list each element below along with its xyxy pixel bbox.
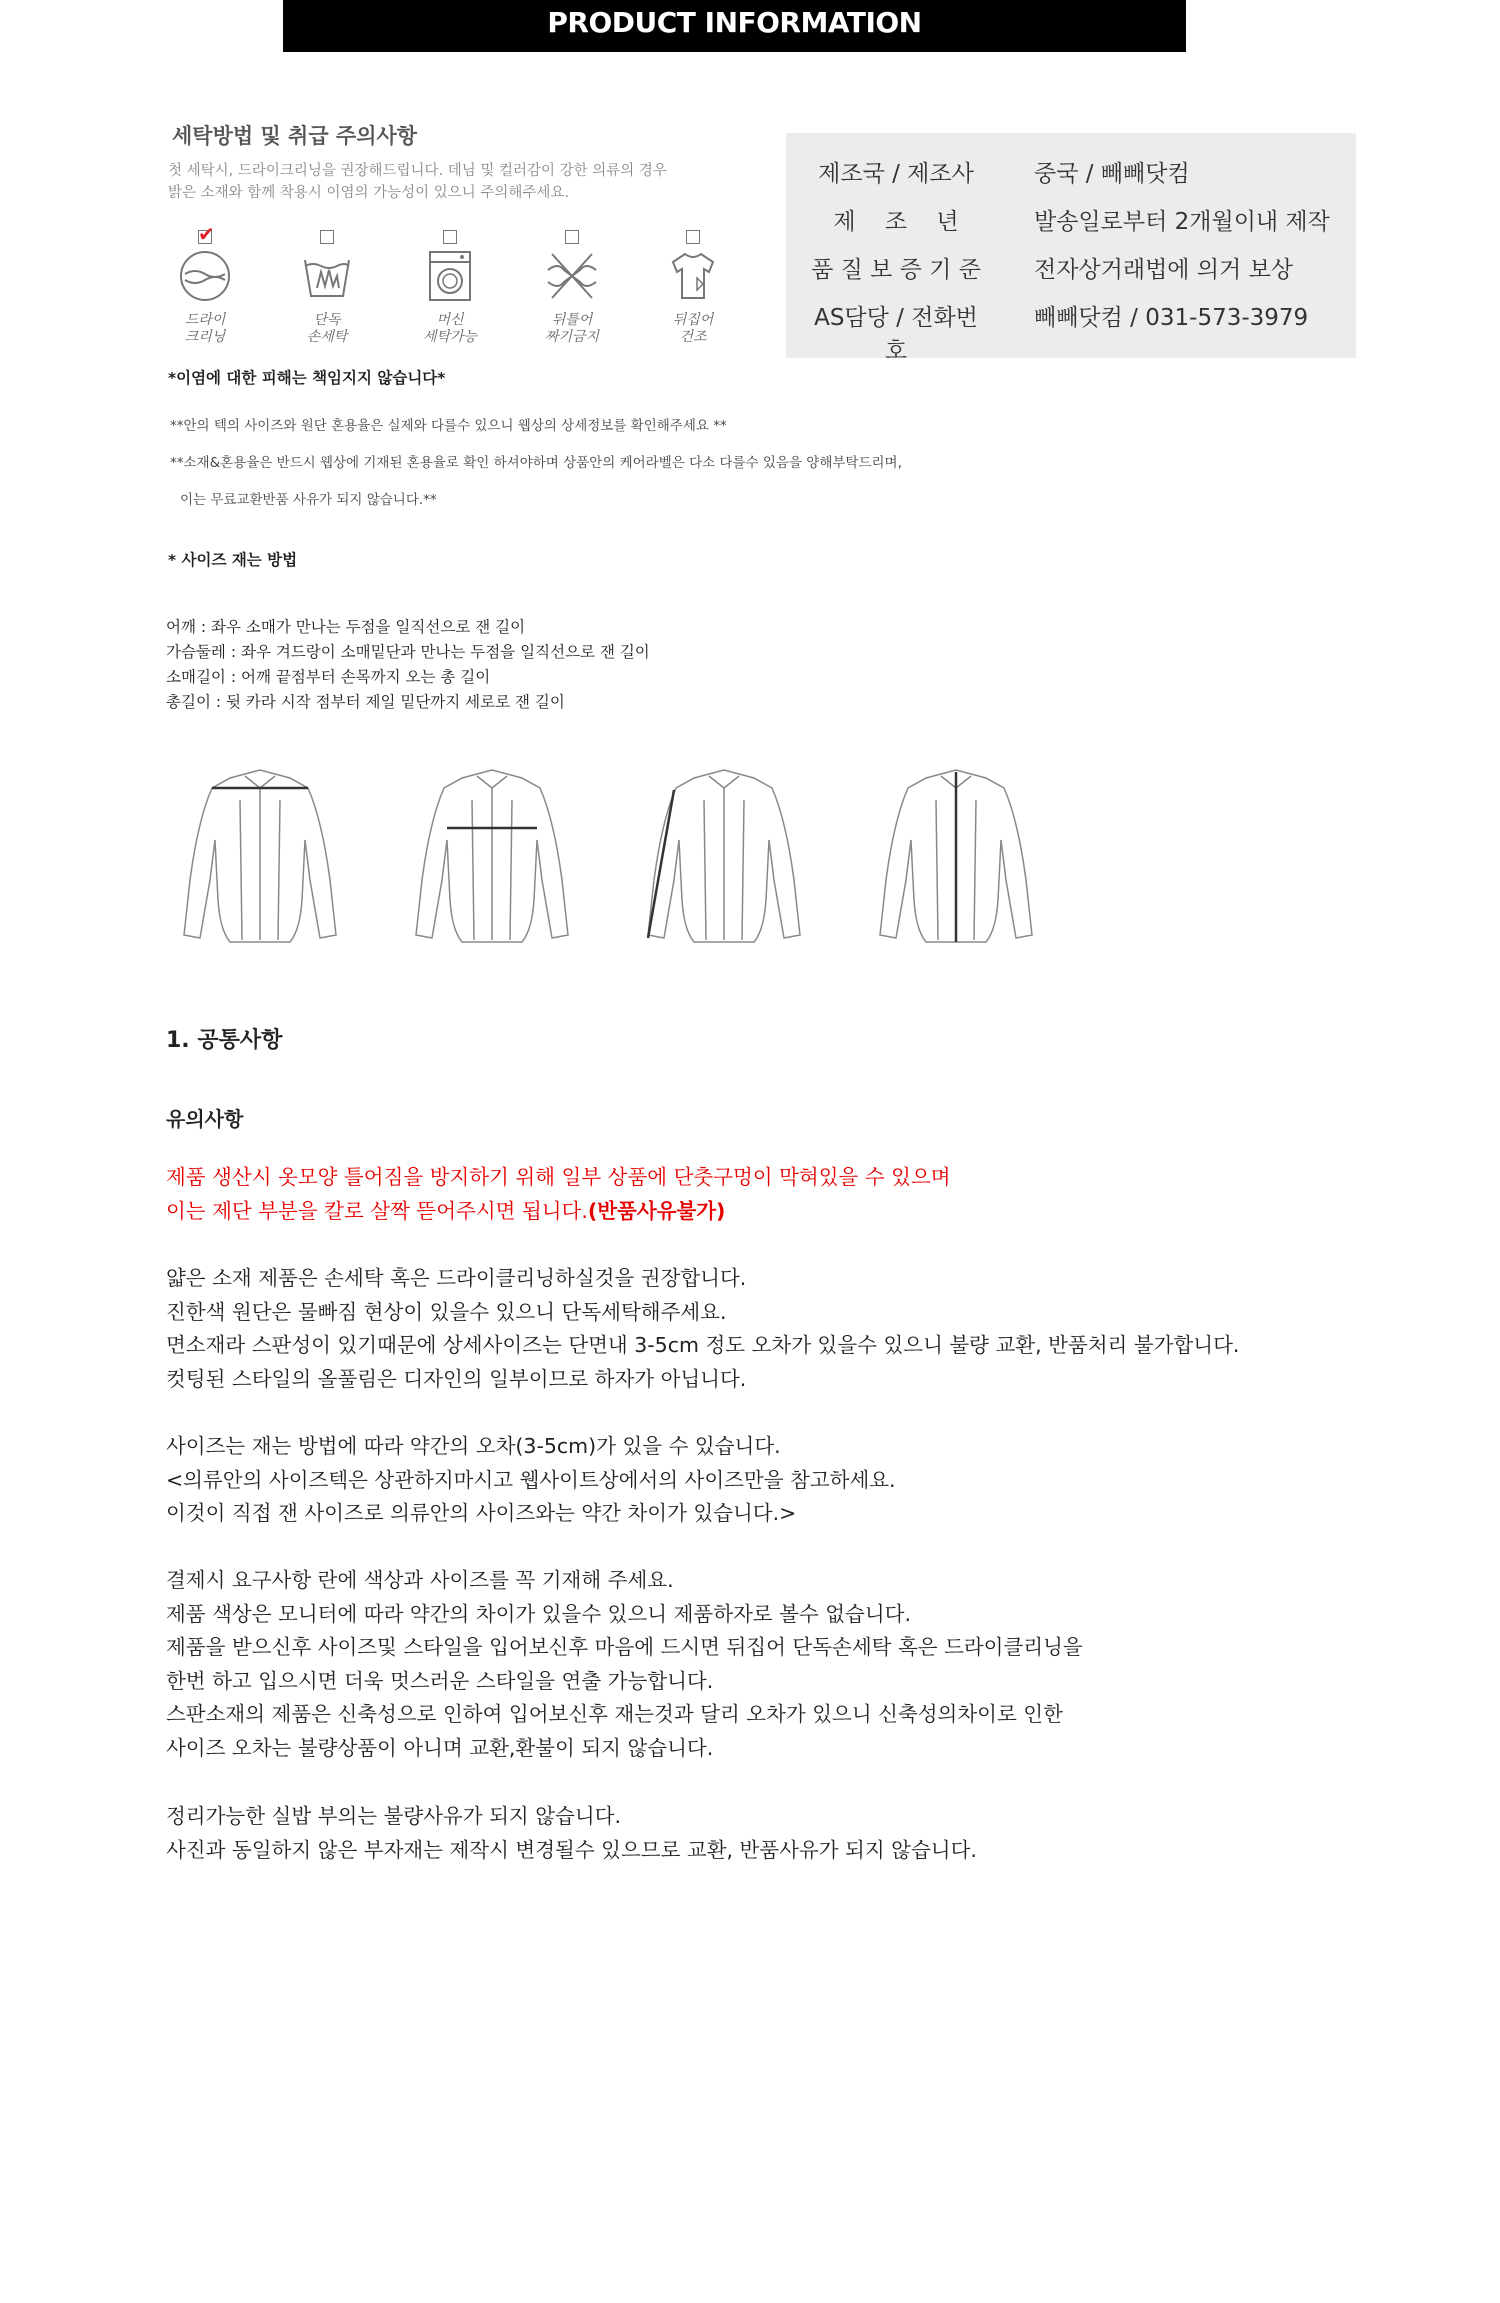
info-row [786,251,1356,299]
note-line: 이는 무료교환반품 사유가 되지 않습니다.** [180,492,437,508]
care-desc-line: 밝은 소재와 함께 착용시 이염의 가능성이 있으니 주의해주세요. [168,185,570,201]
checkbox-checked-icon [198,230,212,244]
care-desc-line: 첫 세탁시, 드라이크리닝을 권장해드립니다. 데님 및 컬러감이 강한 의류의 경우 [168,163,667,179]
wash-label-line: 크리닝 [184,329,226,345]
no-wring-icon [544,248,600,304]
no-return-label: (반품사유불가) [587,1198,726,1223]
common-heading: 1. 공통사항 [166,1028,283,1053]
paragraph-line: 사진과 동일하지 않은 부자재는 제작시 변경될수 있으므로 교환, 반품사유가 되지 않습니다. [166,1837,977,1862]
info-key: 품 질 보 증 기 준 [811,257,981,283]
wash-option-hand-wash [282,222,372,352]
wash-label-line: 드라이 [184,312,226,328]
paragraph-size [166,1430,1396,1531]
inside-out-dry-icon [665,248,721,304]
wash-label-line: 뒤집어 [672,312,714,328]
size-measure-line: 가슴둘레 : 좌우 겨드랑이 소매밑단과 만나는 두점을 일직선으로 잰 길이 [166,643,650,661]
note-line: **안의 텍의 사이즈와 원단 혼용율은 실제와 다를수 있으니 웹상의 상세정보를 확인해주세요 ** [170,418,727,434]
wash-option-inside-out-dry [648,222,738,352]
paragraph-line: 한번 하고 입으시면 더욱 멋스러운 스타일을 연출 가능합니다. [166,1668,714,1693]
info-row [786,155,1356,203]
care-title: 세탁방법 및 취급 주의사항 [172,124,418,148]
wash-label-line: 뒤틀어 [551,312,593,328]
paragraph-line: 제품 색상은 모니터에 따라 약간의 차이가 있을수 있으니 제품하자로 볼수 없습니다. [166,1601,911,1626]
info-row [786,299,1356,364]
paragraph-care [166,1262,1396,1396]
red-notice [166,1161,1396,1228]
paragraph-defect [166,1800,1396,1867]
size-section-title: * 사이즈 재는 방법 [168,551,298,569]
wash-label-line: 머신 [436,312,464,328]
shirt-length-illustration [856,760,1056,960]
checkbox-icon [320,230,334,244]
paragraph-line: 사이즈는 재는 방법에 따라 약간의 오차(3-5cm)가 있을 수 있습니다. [166,1434,781,1458]
checkbox-icon [686,230,700,244]
page-title: PRODUCT INFORMATION [283,0,1186,52]
wash-options [160,222,760,352]
checkbox-icon [565,230,579,244]
paragraph-line: 얇은 소재 제품은 손세탁 혹은 드라이클리닝하실것을 권장합니다. [166,1266,747,1290]
info-row [786,203,1356,251]
size-measure-line: 어깨 : 좌우 소매가 만나는 두점을 일직선으로 잰 길이 [166,618,526,636]
red-notice-line [166,1195,1396,1229]
paragraph-line: 컷팅된 스타일의 올풀림은 디자인의 일부이므로 하자가 아닙니다. [166,1366,747,1391]
paragraph-line: 정리가능한 실밥 부의는 불량사유가 되지 않습니다. [166,1804,621,1828]
wash-label-line: 단독 [313,312,341,328]
wash-label-line: 건조 [679,329,707,345]
info-value: 빼빼닷컴 / 031-573-3979 [1034,305,1309,331]
caution-heading: 유의사항 [166,1107,244,1131]
info-value: 중국 / 빼빼닷컴 [1034,161,1190,187]
checkbox-icon [443,230,457,244]
paragraph-line: <의류안의 사이즈텍은 상관하지마시고 웹사이트상에서의 사이즈만을 참고하세요. [166,1467,896,1492]
paragraph-order [166,1564,1396,1765]
washing-machine-icon [422,248,478,304]
info-key: 제조국 / 제조사 [818,161,974,187]
info-key: 제 조 년 [833,209,959,235]
size-measure-line: 소매길이 : 어깨 끝점부터 손목까지 오는 총 길이 [166,668,491,686]
red-notice-line: 제품 생산시 옷모양 틀어짐을 방지하기 위해 일부 상품에 단춧구멍이 막혀있을 수 있으며 [166,1165,951,1189]
paragraph-line: 진한색 원단은 물빠짐 현상이 있을수 있으니 단독세탁해주세요. [166,1299,727,1324]
info-value: 전자상거래법에 의거 보상 [1034,257,1294,283]
red-notice-text: 이는 제단 부분을 칼로 살짝 뜯어주시면 됩니다. [166,1198,588,1223]
wash-label-line: 세탁가능 [422,329,478,345]
hand-wash-icon [299,248,355,304]
dry-clean-icon [177,248,233,304]
size-measure-list [166,615,650,715]
note-line: **소재&혼용율은 반드시 웹상에 기재된 혼용율로 확인 하셔야하며 상품안의 케어라벨은 다소 다를수 있음을 양해부탁드리며, [170,455,902,471]
paragraph-line: 결제시 요구사항 란에 색상과 사이즈를 꼭 기재해 주세요. [166,1568,674,1592]
wash-option-machine [405,222,495,352]
shirt-shoulder-illustration [160,760,360,960]
info-value: 발송일로부터 2개월이내 제작 [1034,209,1330,235]
shirt-measure-illustrations [160,760,1060,960]
paragraph-line: 면소재라 스판성이 있기때문에 상세사이즈는 단면내 3-5cm 정도 오차가 있을수 있으니 불량 교환, 반품처리 불가합니다. [166,1333,1240,1357]
wash-label-line: 짜기금지 [544,329,600,345]
paragraph-line: 스판소재의 제품은 신축성으로 인하여 입어보신후 재는것과 달리 오차가 있으니 신축성의차이로 인한 [166,1702,1063,1726]
wash-label-line: 손세탁 [306,329,348,345]
wash-option-dry-clean [160,222,250,352]
product-info-box [786,133,1356,364]
size-measure-line: 총길이 : 뒷 카라 시작 점부터 제일 밑단까지 세로로 잰 길이 [166,693,565,711]
stain-warning: *이염에 대한 피해는 책임지지 않습니다* [168,369,446,387]
shirt-sleeve-illustration [624,760,824,960]
care-description [168,160,748,204]
info-key: AS담당 / 전화번호 [814,305,978,364]
paragraph-line: 제품을 받으신후 사이즈및 스타일을 입어보신후 마음에 드시면 뒤집어 단독손세탁 혹은 드라이클리닝을 [166,1635,1083,1659]
paragraph-line: 이것이 직접 잰 사이즈로 의류안의 사이즈와는 약간 차이가 있습니다.> [166,1501,797,1525]
shirt-chest-illustration [392,760,592,960]
paragraph-line: 사이즈 오차는 불량상품이 아니며 교환,환불이 되지 않습니다. [166,1735,714,1760]
wash-option-no-wring [527,222,617,352]
